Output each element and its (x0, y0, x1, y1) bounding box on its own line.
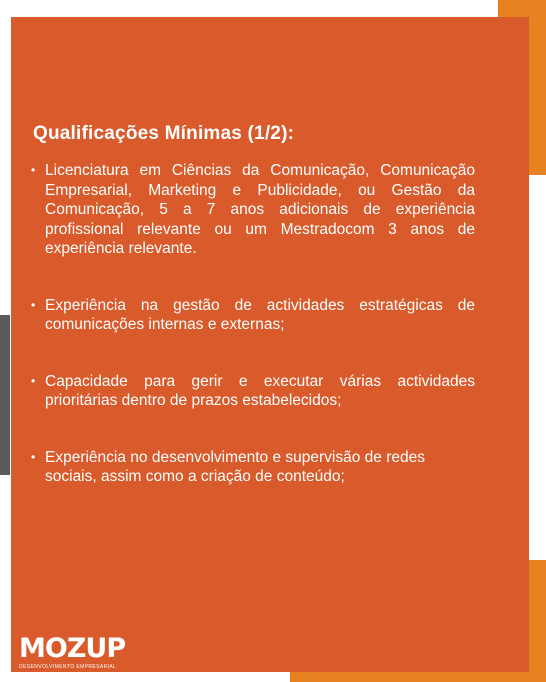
bullet-icon: • (31, 373, 36, 388)
list-item-text: Experiência no desenvolvimento e supervisão de redes sociais, assim como a criação de conteúdo; (45, 448, 425, 485)
list-item (31, 372, 475, 411)
list-item (31, 161, 475, 259)
bullet-icon: • (31, 449, 36, 464)
list-item (31, 296, 475, 335)
accent-bar-left (0, 315, 10, 475)
mozup-logo (19, 635, 125, 670)
list-item (31, 448, 475, 487)
list-item-text: Licenciatura em Ciências da Comunicação, Comunicação Empresarial, Marketing e Publicidade, ou Gestão da Comunicação, 5 a 7 anos adicionais de experiência profissional relevante ou um Mestradocom 3 anos de experiência relevante. (45, 162, 475, 257)
content-card (11, 17, 529, 672)
qualifications-list (31, 161, 475, 524)
slide-title: Qualificações Mínimas (1/2): (33, 123, 295, 144)
list-item-text: Capacidade para gerir e executar várias actividades prioritárias dentro de prazos estabelecidos; (45, 372, 475, 409)
logo-wordmark: MOZUP (19, 633, 126, 664)
bullet-icon: • (31, 297, 36, 312)
logo-tagline: DESENVOLVIMENTO EMPRESARIAL (19, 664, 117, 670)
accent-bar-bottom-right (528, 560, 546, 682)
bullet-icon: • (31, 163, 36, 177)
list-item-text: Experiência na gestão de actividades estratégicas de comunicações internas e externas; (45, 296, 475, 333)
accent-bar-bottom (290, 672, 546, 682)
